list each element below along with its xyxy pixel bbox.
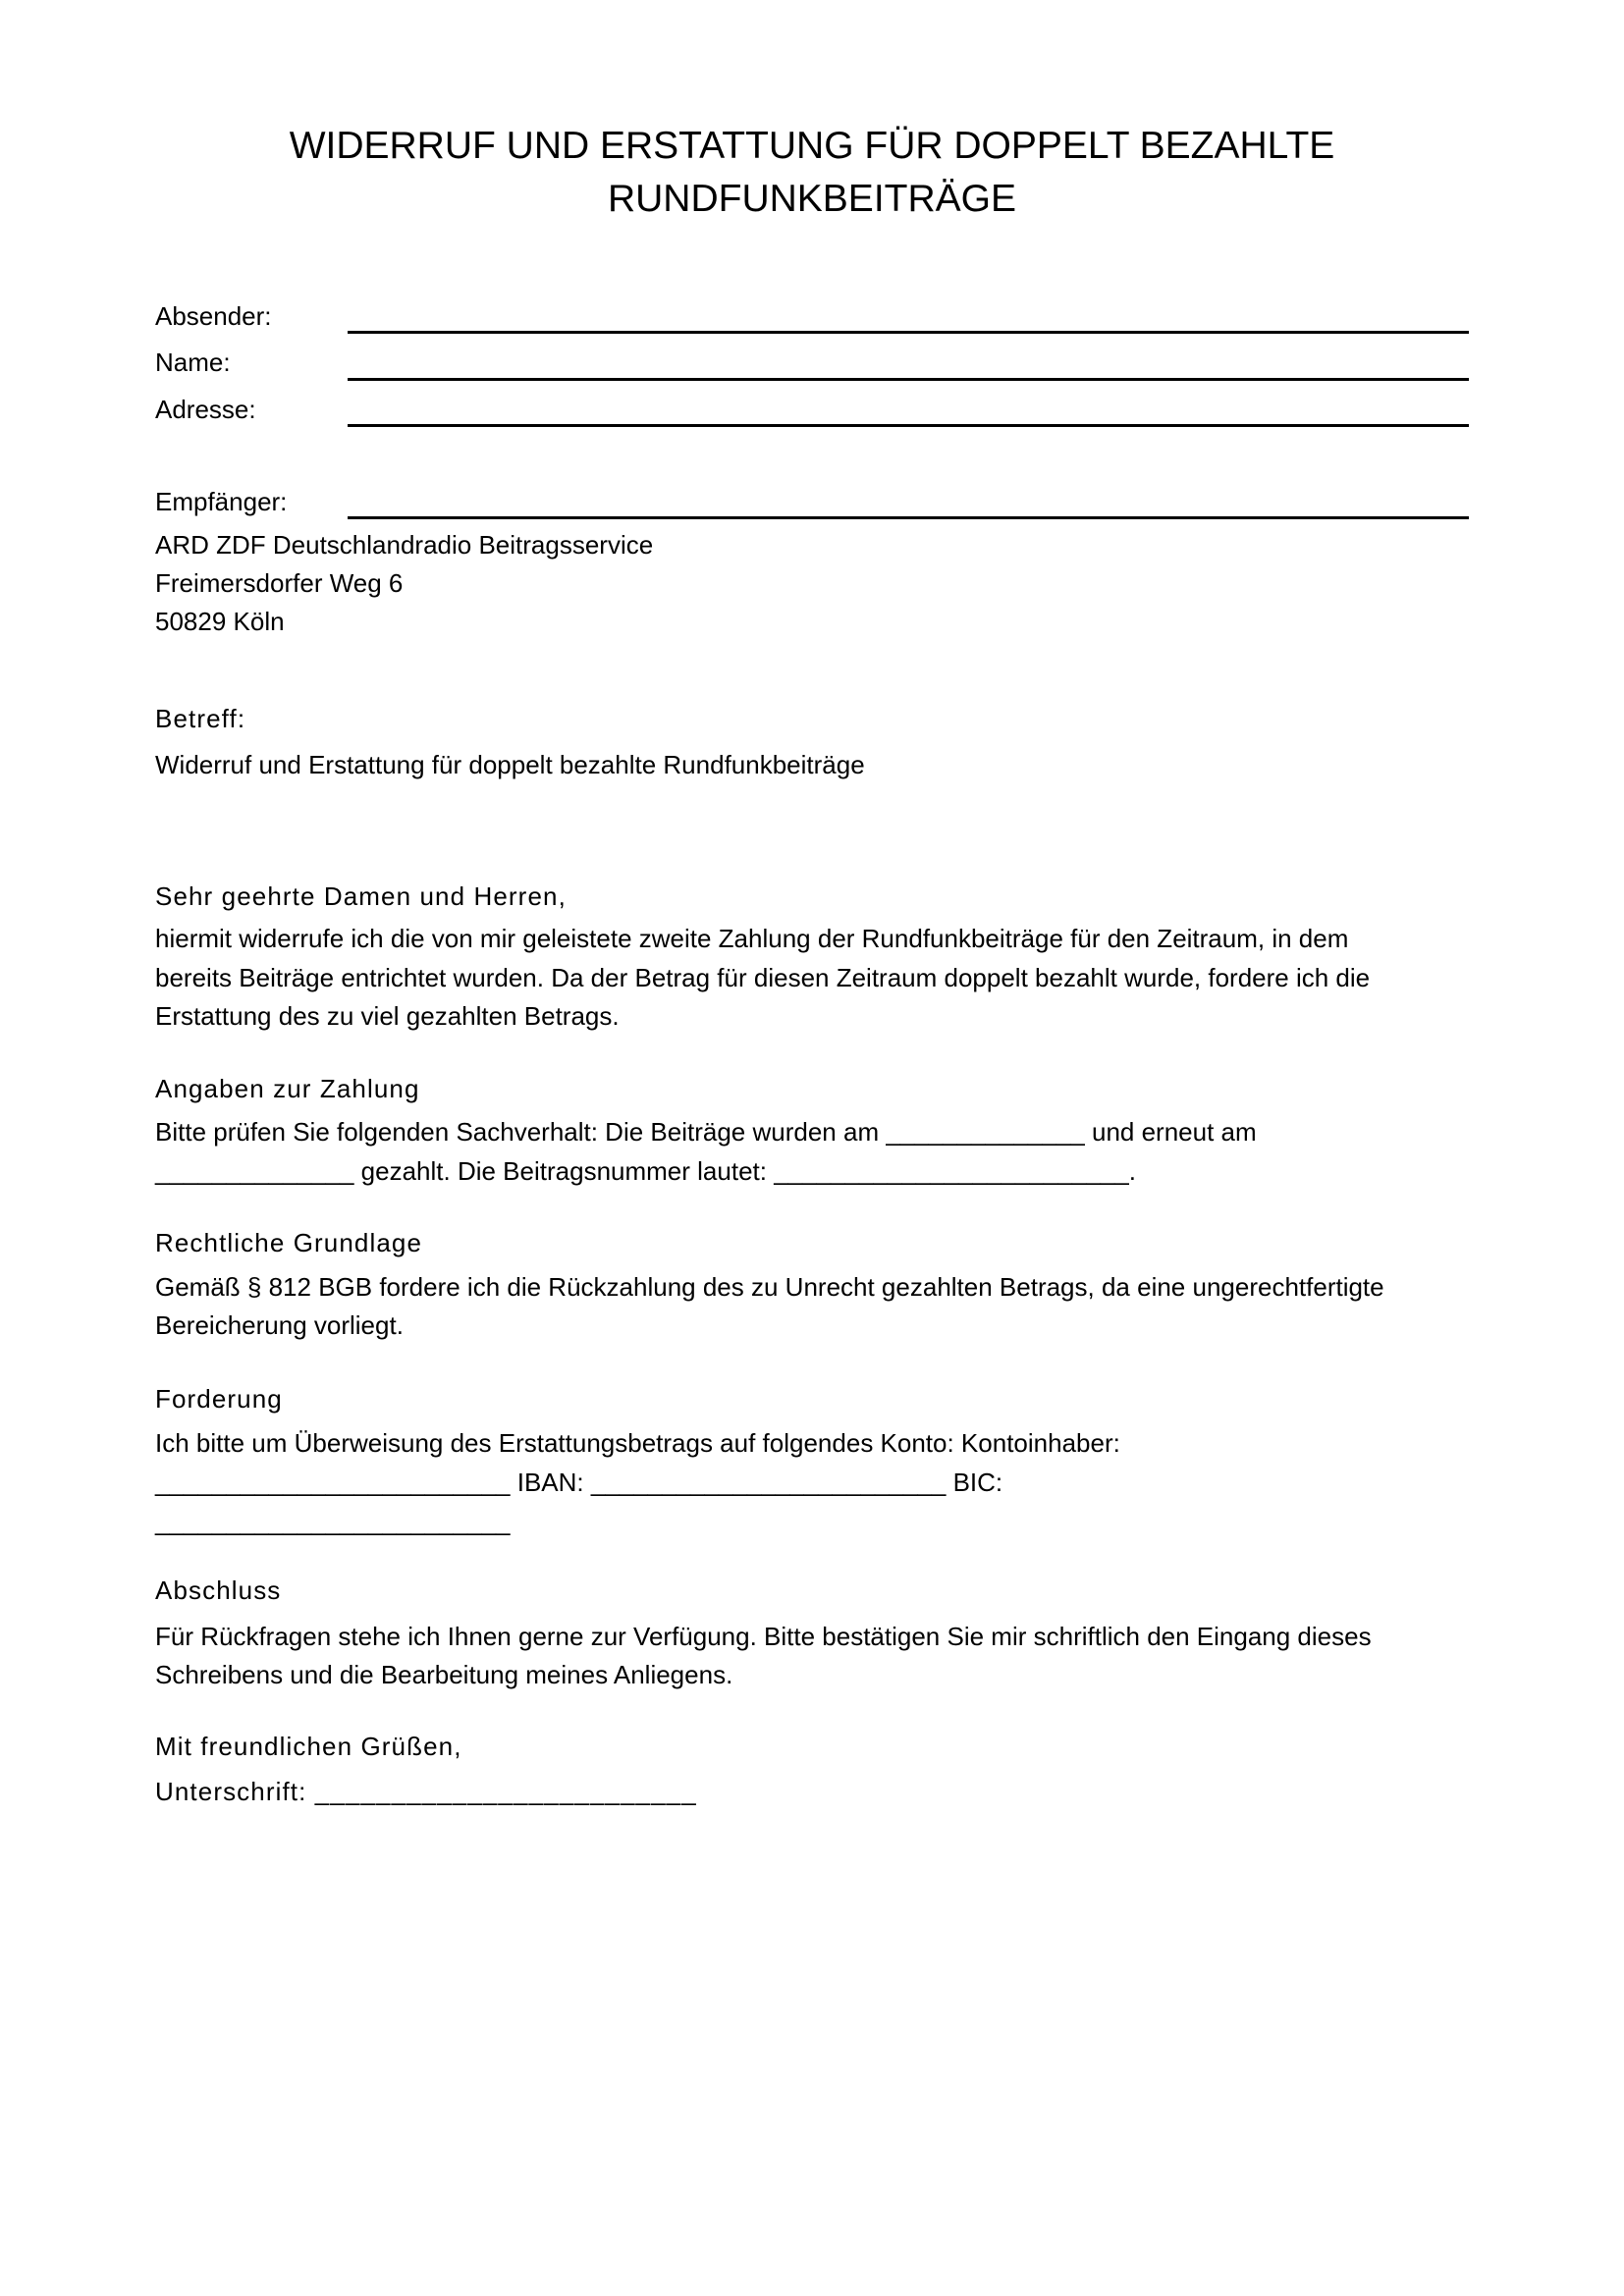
recipient-line: Freimersdorfer Weg 6 <box>155 568 404 598</box>
intro-line: hiermit widerrufe ich die von mir geleistete zweite Zahlung der Rundfunkbeiträge für den Zeitraum, in dem <box>155 924 1349 953</box>
document-title-line-2: RUNDFUNKBEITRÄGE <box>607 178 1017 220</box>
name-field-line[interactable] <box>348 378 1469 381</box>
section-heading-payment: Angaben zur Zahlung <box>155 1074 420 1103</box>
empfaenger-field-line[interactable] <box>348 516 1469 519</box>
claim-line: Ich bitte um Überweisung des Erstattungsbetrags auf folgendes Konto: Kontoinhaber: <box>155 1428 1120 1458</box>
closing-line: Schreibens und die Bearbeitung meines Anliegens. <box>155 1660 733 1689</box>
payment-line: ______________ gezahlt. Die Beitragsnummer lautet: _________________________. <box>155 1156 1136 1186</box>
claim-line: _________________________ IBAN: _________________________ BIC: <box>155 1468 1003 1497</box>
closing-line: Für Rückfragen stehe ich Ihnen gerne zur Verfügung. Bitte bestätigen Sie mir schriftlich den Eingang dieses <box>155 1622 1372 1651</box>
absender-field-line[interactable] <box>348 331 1469 334</box>
salutation: Sehr geehrte Damen und Herren, <box>155 881 567 911</box>
intro-line: Erstattung des zu viel gezahlten Betrags. <box>155 1001 620 1031</box>
adresse-field-line[interactable] <box>348 424 1469 427</box>
empfaenger-label: Empfänger: <box>155 487 288 516</box>
section-heading-legal: Rechtliche Grundlage <box>155 1228 423 1257</box>
name-label: Name: <box>155 347 231 377</box>
absender-label: Absender: <box>155 301 272 331</box>
recipient-line: 50829 Köln <box>155 607 285 636</box>
recipient-line: ARD ZDF Deutschlandradio Beitragsservice <box>155 530 654 560</box>
legal-line: Bereicherung vorliegt. <box>155 1310 404 1340</box>
section-heading-claim: Forderung <box>155 1384 283 1414</box>
legal-line: Gemäß § 812 BGB fordere ich die Rückzahlung des zu Unrecht gezahlten Betrags, da eine ungerechtfertigte <box>155 1272 1384 1302</box>
subject-label: Betreff: <box>155 704 246 733</box>
section-heading-closing: Abschluss <box>155 1575 282 1605</box>
adresse-label: Adresse: <box>155 395 256 424</box>
signature-line: Unterschrift: _________________________ <box>155 1777 697 1806</box>
intro-line: bereits Beiträge entrichtet wurden. Da der Betrag für diesen Zeitraum doppelt bezahlt wurde, fordere ich die <box>155 963 1371 992</box>
document-title-line-1: WIDERRUF UND ERSTATTUNG FÜR DOPPELT BEZAHLTE <box>289 125 1335 167</box>
sign-off: Mit freundlichen Grüßen, <box>155 1732 462 1761</box>
subject-text: Widerruf und Erstattung für doppelt bezahlte Rundfunkbeiträge <box>155 750 865 779</box>
payment-line: Bitte prüfen Sie folgenden Sachverhalt: Die Beiträge wurden am ______________ und erneut am <box>155 1117 1257 1147</box>
claim-line: _________________________ <box>155 1507 511 1536</box>
